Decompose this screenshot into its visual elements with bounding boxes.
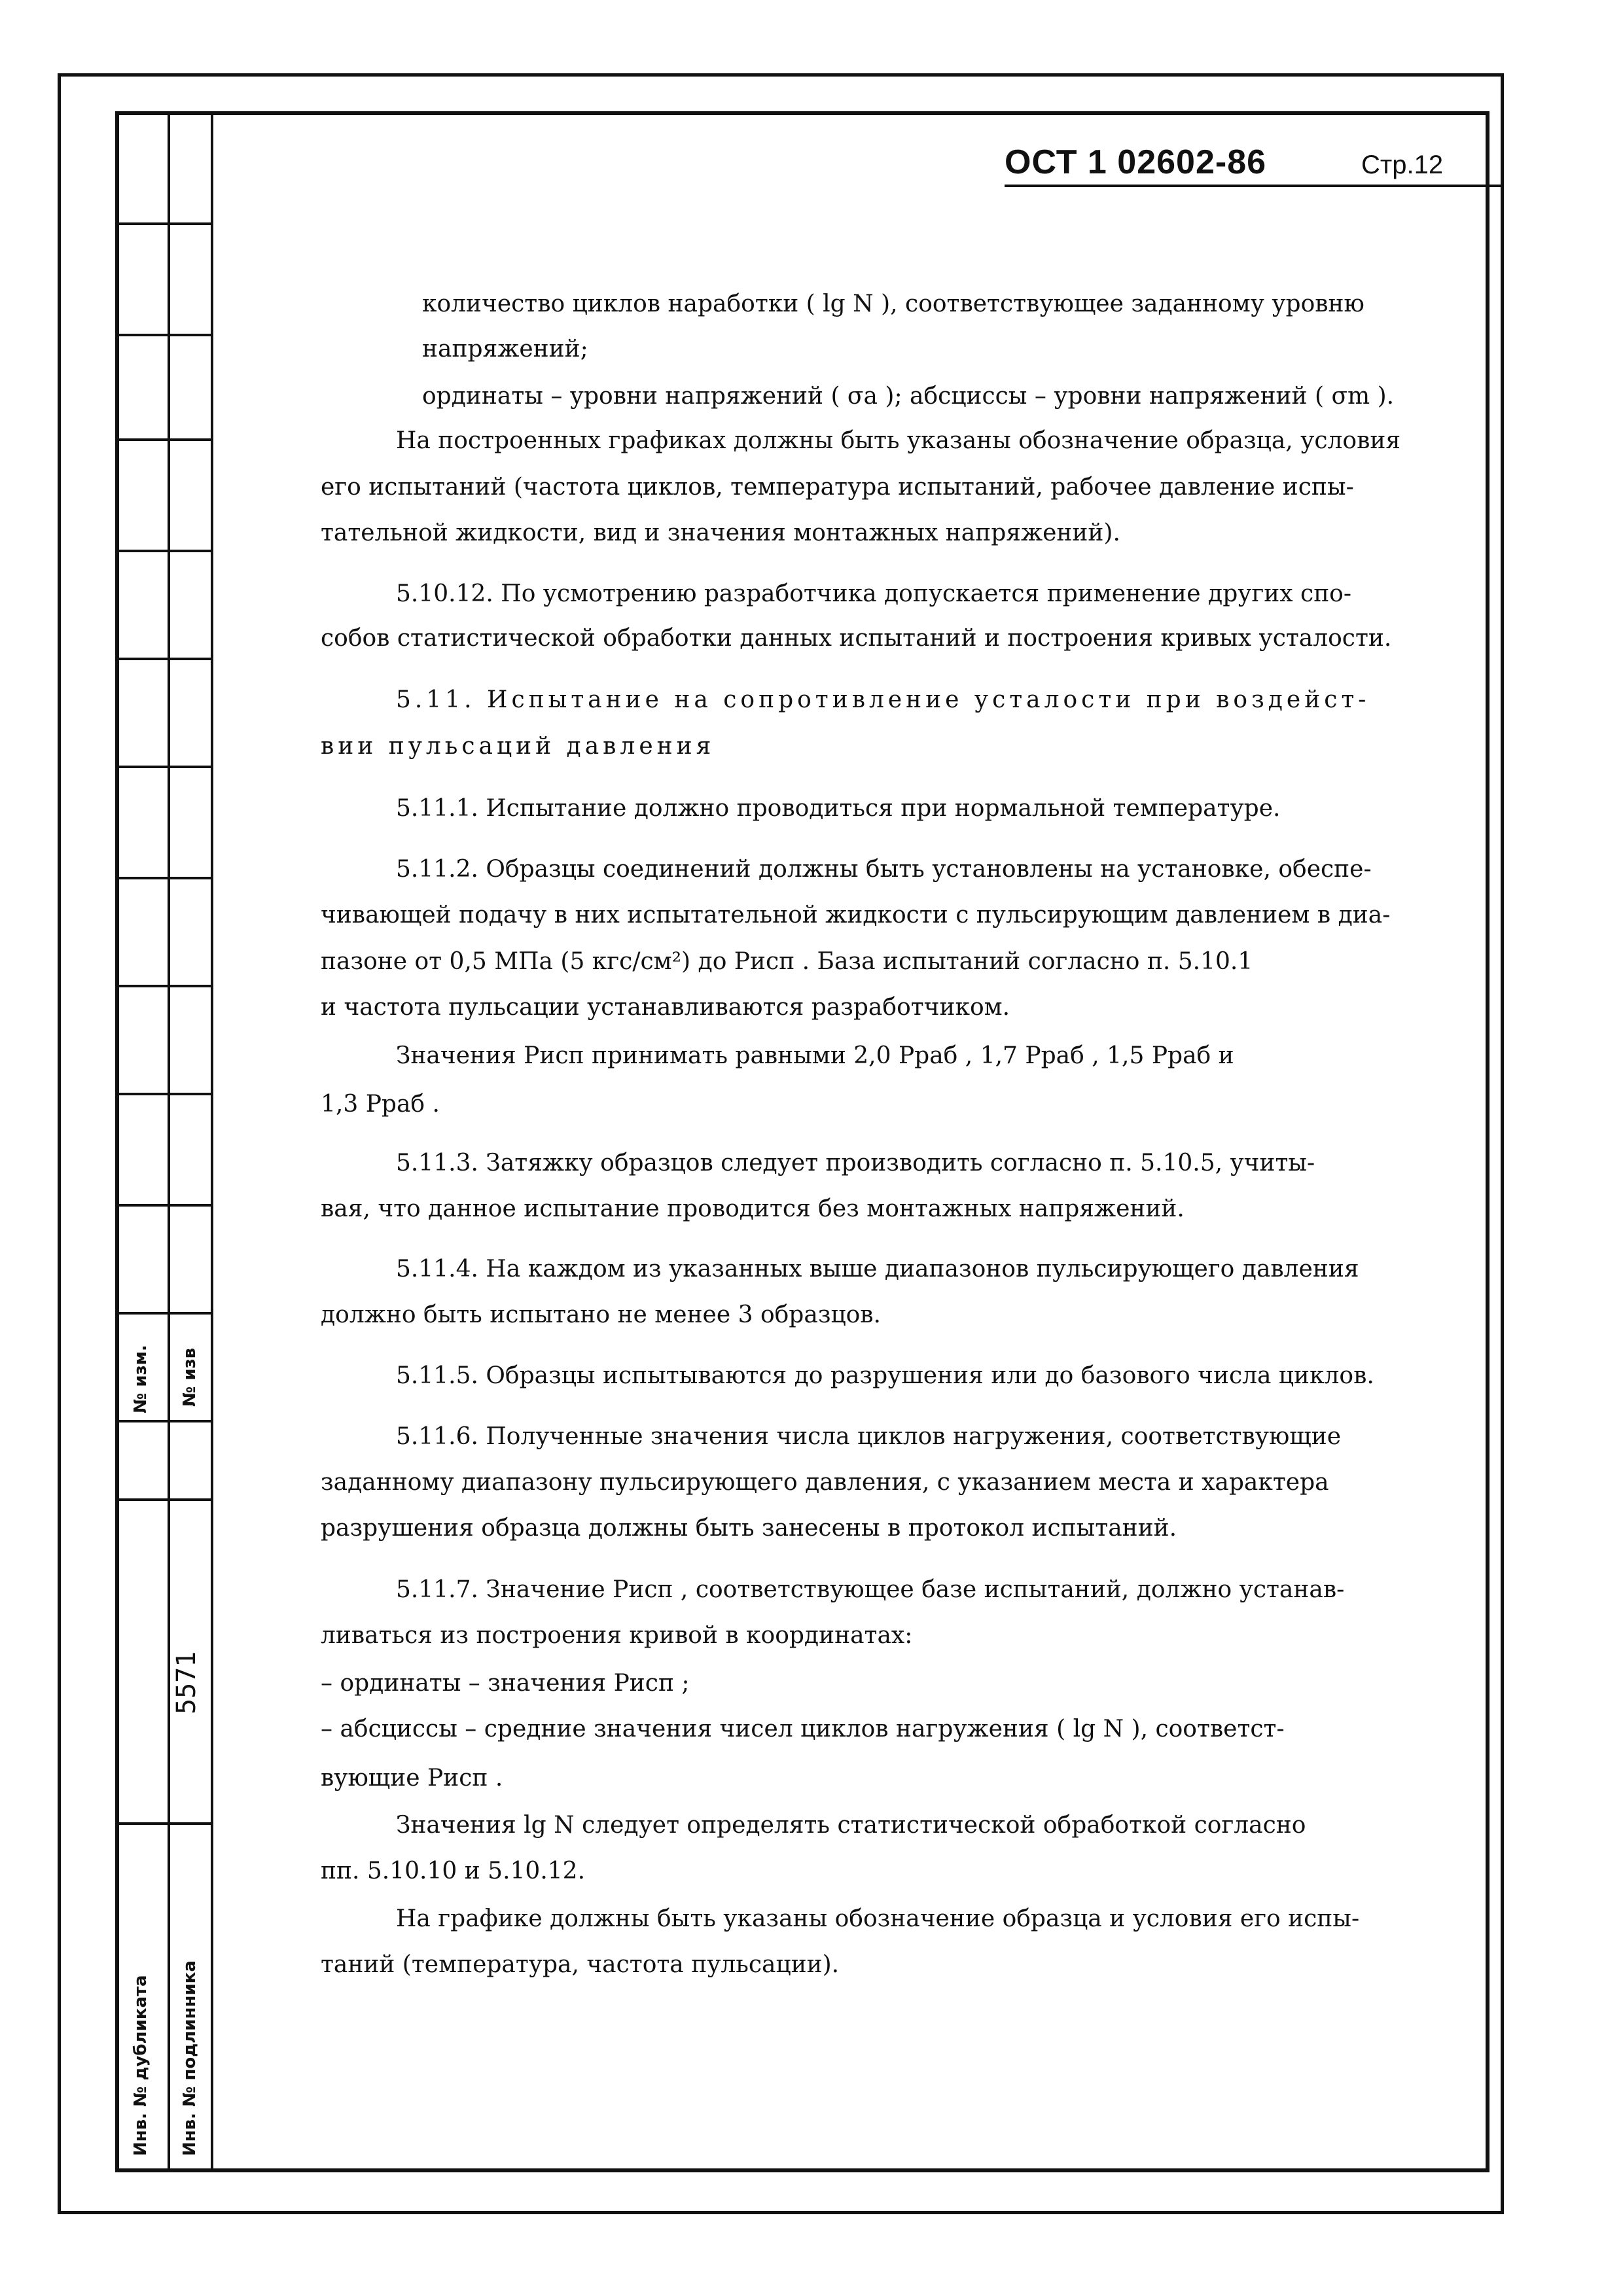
grid-line — [115, 766, 211, 768]
margin-dublikat-label: Инв. № дубликата — [131, 1975, 151, 2156]
grid-line — [115, 550, 211, 552]
body-line: собов статистической обработки данных испытаний и построения кривых усталости. — [321, 625, 1392, 652]
document-code: ОСТ 1 02602-86 — [1005, 143, 1267, 181]
body-line: его испытаний (частота циклов, температура испытаний, рабочее давление испы- — [321, 474, 1354, 501]
body-line: – ординаты – значения Pисп ; — [321, 1670, 690, 1697]
body-line: пазоне от 0,5 МПа (5 кгс/см²) до Pисп . База испытаний согласно п. 5.10.1 — [321, 948, 1253, 975]
body-line: 5.11.3. Затяжку образцов следует производить согласно п. 5.10.5, учиты- — [396, 1150, 1315, 1176]
margin-podlinnik-label: Инв. № подлинника — [180, 1960, 200, 2156]
grid-line — [115, 1093, 211, 1095]
inventory-number: 5571 — [171, 1651, 202, 1714]
body-line: ливаться из построения кривой в координатах: — [321, 1622, 913, 1649]
margin-column-a — [115, 111, 170, 2172]
body-line: 5.11.2. Образцы соединений должны быть установлены на установке, обеспе- — [396, 856, 1372, 883]
body-line: 5.11.1. Испытание должно проводиться при нормальной температуре. — [396, 795, 1281, 822]
body-line: вая, что данное испытание проводится без монтажных напряжений. — [321, 1195, 1185, 1222]
body-line: На графике должны быть указаны обозначение образца и условия его испы- — [396, 1905, 1360, 1932]
body-line: 5.11.4. На каждом из указанных выше диапазонов пульсирующего давления — [396, 1256, 1359, 1282]
grid-line — [115, 1204, 211, 1207]
body-line: количество циклов наработки ( lg N ), соответствующее заданному уровню — [422, 291, 1364, 317]
body-line: ординаты – уровни напряжений ( σa ); абсциссы – уровни напряжений ( σm ). — [422, 383, 1395, 410]
grid-line — [115, 1822, 211, 1825]
grid-line — [115, 1312, 211, 1315]
grid-line — [115, 658, 211, 660]
body-line: 5.11.6. Полученные значения числа циклов нагружения, соответствующие — [396, 1423, 1342, 1450]
body-line: 5.10.12. По усмотрению разработчика допускается применение других спо- — [396, 580, 1352, 607]
page-number: Стр.12 — [1361, 150, 1444, 179]
body-line: разрушения образца должны быть занесены в протокол испытаний. — [321, 1515, 1177, 1542]
body-line: напряжений; — [422, 336, 588, 362]
body-line: пп. 5.10.10 и 5.10.12. — [321, 1858, 586, 1884]
header-rule — [1005, 185, 1502, 187]
body-line: таний (температура, частота пульсации). — [321, 1951, 840, 1978]
body-line: 1,3 Pраб . — [321, 1091, 440, 1118]
body-line: 5.11.7. Значение Pисп , соответствующее базе испытаний, должно устанав- — [396, 1576, 1345, 1603]
grid-line — [115, 334, 211, 336]
margin-column-b — [168, 111, 213, 2172]
body-line: чивающей подачу в них испытательной жидкости с пульсирующим давлением в диа- — [321, 902, 1391, 928]
section-heading: вии пульсаций давления — [321, 733, 715, 760]
body-line: заданному диапазону пульсирующего давления, с указанием места и характера — [321, 1469, 1329, 1496]
grid-line — [115, 985, 211, 987]
margin-izv-label: № изв — [180, 1347, 200, 1407]
body-line: и частота пульсации устанавливаются разработчиком. — [321, 994, 1010, 1021]
body-line: 5.11.5. Образцы испытываются до разрушения или до базового числа циклов. — [396, 1362, 1374, 1389]
margin-izm-label: № изм. — [131, 1345, 151, 1413]
body-line: тательной жидкости, вид и значения монтажных напряжений). — [321, 520, 1120, 546]
body-line: Значения Pисп принимать равными 2,0 Pраб , 1,7 Pраб , 1,5 Pраб и — [396, 1042, 1234, 1069]
grid-line — [115, 1420, 211, 1422]
grid-line — [115, 877, 211, 879]
body-line: Значения lg N следует определять статистической обработкой согласно — [396, 1812, 1306, 1839]
body-line: – абсциссы – средние значения чисел циклов нагружения ( lg N ), соответст- — [321, 1716, 1285, 1742]
grid-line — [115, 1498, 211, 1501]
body-line: вующие Pисп . — [321, 1765, 503, 1792]
grid-line — [115, 438, 211, 441]
body-line: На построенных графиках должны быть указаны обозначение образца, условия — [396, 427, 1401, 454]
grid-line — [115, 222, 211, 225]
body-line: должно быть испытано не менее 3 образцов. — [321, 1301, 881, 1328]
section-heading: 5.11. Испытание на сопротивление усталости при воздейст- — [396, 686, 1370, 713]
